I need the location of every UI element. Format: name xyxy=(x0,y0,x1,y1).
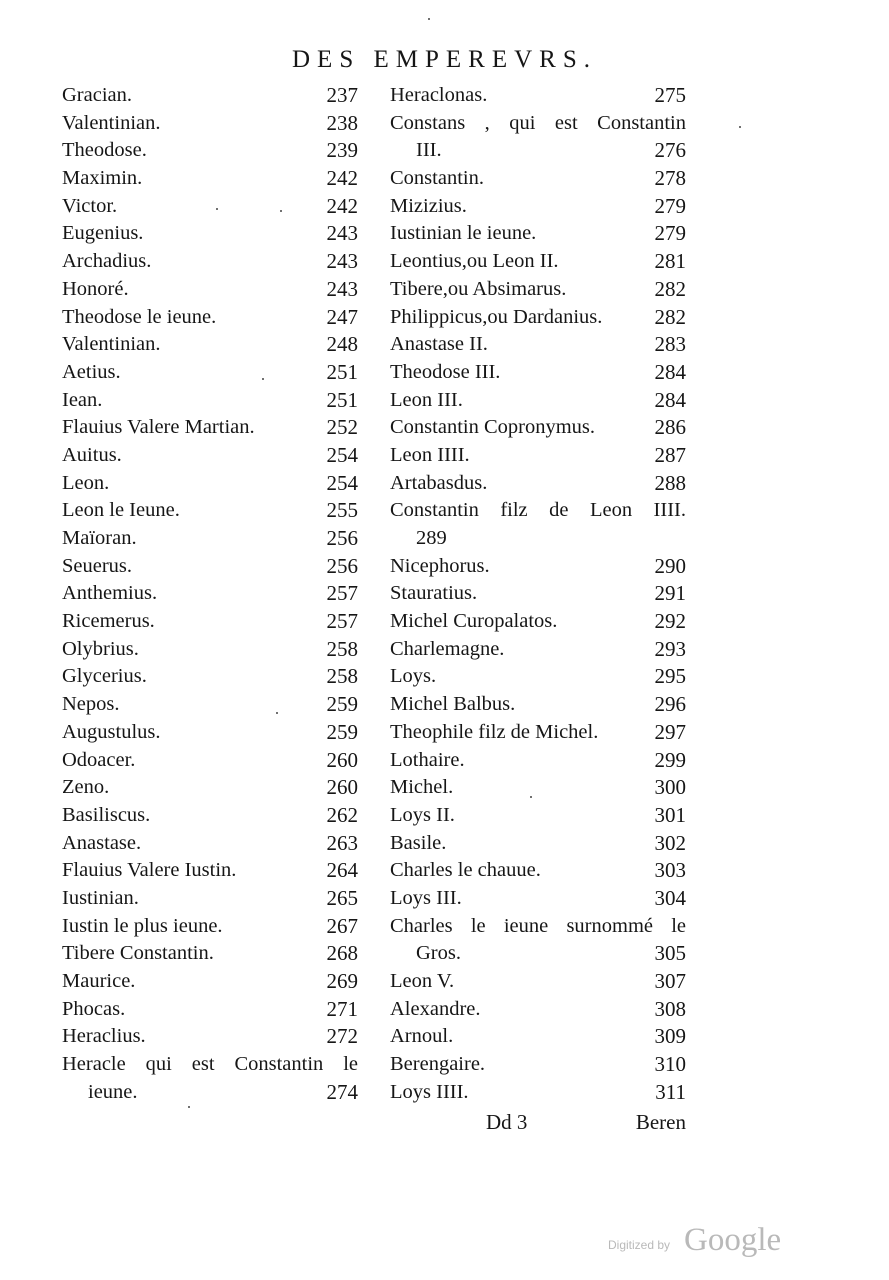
entry-name: Auitus. xyxy=(62,443,122,466)
entry-name: Philippicus,ou Dardanius. xyxy=(390,305,603,328)
index-entry xyxy=(390,774,686,802)
entry-page-number: 278 xyxy=(654,166,686,191)
entry-page-number: 279 xyxy=(654,221,686,246)
entry-page-number: 279 xyxy=(654,193,686,218)
entry-name: Alexandre. xyxy=(390,997,481,1020)
entry-name: Valentinian. xyxy=(62,333,161,356)
index-entry xyxy=(62,830,358,858)
entry-page-number: 248 xyxy=(326,332,358,357)
entry-page-number: 303 xyxy=(654,858,686,883)
index-entry xyxy=(62,110,358,138)
entry-name: Archadius. xyxy=(62,250,152,273)
entry-page-number: 290 xyxy=(654,553,686,578)
index-entry xyxy=(62,608,358,636)
index-entry xyxy=(62,913,358,941)
entry-page-number: 299 xyxy=(654,747,686,772)
entry-page-number: 255 xyxy=(326,498,358,523)
entry-name: Constantin Copronymus. xyxy=(390,416,596,439)
entry-page-number: 262 xyxy=(326,802,358,827)
page-footer xyxy=(486,1110,686,1138)
entry-page-number: 243 xyxy=(326,221,358,246)
entry-name: Maïoran. xyxy=(62,527,137,549)
entry-page-number: 282 xyxy=(654,304,686,329)
index-entry xyxy=(62,885,358,913)
entry-name: Nicephorus. xyxy=(390,554,490,577)
running-header: DES EMPEREVRS. xyxy=(292,46,597,73)
index-entry xyxy=(390,82,686,110)
entry-page-number: 296 xyxy=(654,692,686,717)
entry-page-number: 309 xyxy=(654,1024,686,1049)
index-entry xyxy=(390,497,686,525)
index-entry xyxy=(62,387,358,415)
index-entry xyxy=(390,331,686,359)
index-entry xyxy=(390,165,686,193)
entry-name: Anthemius. xyxy=(62,582,158,605)
entry-page-number: 291 xyxy=(654,581,686,606)
index-entry xyxy=(62,857,358,885)
entry-page-number: 293 xyxy=(654,636,686,661)
index-entry xyxy=(390,608,686,636)
index-entry xyxy=(62,968,358,996)
entry-page-number: 254 xyxy=(326,442,358,467)
entry-name: Anastase II. xyxy=(390,333,488,356)
entry-name: Leontius,ou Leon II. xyxy=(390,250,559,273)
index-entry xyxy=(390,940,686,968)
catchword: Beren xyxy=(635,1110,686,1134)
index-entry xyxy=(62,82,358,110)
index-entry xyxy=(62,359,358,387)
entry-name: Constans , qui est Constantin xyxy=(390,111,686,134)
entry-name: Leon. xyxy=(62,471,110,494)
index-entry xyxy=(62,193,358,221)
index-entry xyxy=(390,885,686,913)
entry-page-number: 286 xyxy=(654,415,686,440)
index-entry xyxy=(390,304,686,332)
ink-speck xyxy=(216,208,218,210)
index-entry xyxy=(390,1023,686,1051)
entry-page-number: 251 xyxy=(326,387,358,412)
entry-page-number: 281 xyxy=(654,249,686,274)
entry-name: Gracian. xyxy=(62,84,132,106)
entry-name: III. xyxy=(416,139,442,162)
entry-page-number: 260 xyxy=(326,775,358,800)
index-entry xyxy=(390,663,686,691)
index-entry xyxy=(390,525,686,553)
index-entry xyxy=(62,691,358,719)
ink-speck xyxy=(428,18,430,20)
ink-speck xyxy=(188,1106,190,1108)
watermark-caption: Digitized by xyxy=(608,1238,671,1252)
entry-name: Aetius. xyxy=(62,360,121,383)
index-entry xyxy=(390,691,686,719)
entry-name: Charlemagne. xyxy=(390,637,505,660)
entry-page-number: 243 xyxy=(326,276,358,301)
ink-speck xyxy=(262,378,264,380)
entry-name: Arnoul. xyxy=(390,1025,454,1048)
index-entry xyxy=(62,663,358,691)
entry-name: Odoacer. xyxy=(62,748,136,771)
index-entry xyxy=(390,1079,686,1107)
entry-page-number: 300 xyxy=(654,775,686,800)
entry-name: Tibere,ou Absimarus. xyxy=(390,277,567,300)
entry-name: Olybrius. xyxy=(62,637,139,660)
entry-name: Seuerus. xyxy=(62,554,133,577)
entry-name: Nepos. xyxy=(62,693,120,716)
entry-page-number: 304 xyxy=(654,885,686,910)
entry-page-number: 271 xyxy=(326,996,358,1021)
index-entry xyxy=(390,470,686,498)
entry-name: Theodose le ieune. xyxy=(62,305,217,328)
index-entry xyxy=(62,996,358,1024)
entry-page-number: 287 xyxy=(654,442,686,467)
entry-page-number: 272 xyxy=(326,1024,358,1049)
entry-name: Leon V. xyxy=(390,970,455,992)
index-entry xyxy=(390,359,686,387)
entry-page-number: 251 xyxy=(326,359,358,384)
entry-page-number: 292 xyxy=(654,609,686,634)
index-entry xyxy=(390,248,686,276)
index-entry xyxy=(62,553,358,581)
entry-page-number: 265 xyxy=(326,885,358,910)
entry-page-number: 243 xyxy=(326,249,358,274)
entry-name: Heraclonas. xyxy=(390,84,488,106)
index-entry xyxy=(62,276,358,304)
entry-name: Michel Balbus. xyxy=(390,693,516,716)
index-entry xyxy=(390,996,686,1024)
entry-name: Tibere Constantin. xyxy=(62,942,214,965)
index-entry xyxy=(390,857,686,885)
entry-name: Charles le ieune surnommé le xyxy=(390,914,686,937)
index-entry xyxy=(390,387,686,415)
index-entry xyxy=(62,774,358,802)
entry-name: Basiliscus. xyxy=(62,803,151,826)
entry-name: Mizizius. xyxy=(390,194,467,217)
entry-page-number: 288 xyxy=(654,470,686,495)
entry-name: Iean. xyxy=(62,388,103,411)
index-entry xyxy=(62,747,358,775)
entry-name: Flauius Valere Martian. xyxy=(62,416,255,439)
entry-page-number: 237 xyxy=(326,83,358,107)
index-entry xyxy=(62,470,358,498)
index-entry xyxy=(62,1051,358,1079)
entry-page-number: 259 xyxy=(326,692,358,717)
entry-name: Phocas. xyxy=(62,997,126,1020)
entry-name: Michel Curopalatos. xyxy=(390,610,558,633)
index-entry xyxy=(390,802,686,830)
entry-name: ieune. xyxy=(88,1080,138,1103)
entry-name: Theophile filz de Michel. xyxy=(390,720,599,743)
entry-name: Anastase. xyxy=(62,831,142,854)
entry-page-number: 283 xyxy=(654,332,686,357)
ink-speck xyxy=(280,210,282,212)
index-entry xyxy=(62,1079,358,1107)
index-entry xyxy=(390,553,686,581)
index-entry xyxy=(62,331,358,359)
entry-page-number: 307 xyxy=(654,969,686,993)
index-entry xyxy=(62,719,358,747)
ink-speck xyxy=(276,712,278,714)
entry-name: Ricemerus. xyxy=(62,610,155,633)
entry-name: Stauratius. xyxy=(390,582,478,605)
entry-page-number: 258 xyxy=(326,636,358,661)
google-logo: Google xyxy=(684,1222,782,1258)
entry-name: Loys IIII. xyxy=(390,1080,469,1103)
index-entry xyxy=(62,248,358,276)
entry-name: Zeno. xyxy=(62,776,110,799)
entry-page-number: 297 xyxy=(654,719,686,744)
entry-name: Glycerius. xyxy=(62,665,147,688)
entry-page-number: 310 xyxy=(654,1052,686,1077)
entry-name: Maximin. xyxy=(62,167,143,190)
index-entry xyxy=(390,1051,686,1079)
index-entry xyxy=(62,636,358,664)
entry-page-number: 258 xyxy=(326,664,358,689)
index-entry xyxy=(62,802,358,830)
entry-name: Iustin le plus ieune. xyxy=(62,914,223,937)
entry-page-number: 302 xyxy=(654,830,686,855)
right-index-column xyxy=(390,82,686,1106)
entry-page-number: 311 xyxy=(655,1079,686,1104)
entry-name: Theodose. xyxy=(62,139,147,162)
entry-page-number: 264 xyxy=(326,858,358,883)
entry-name: Gros. xyxy=(416,942,461,965)
entry-name: Leon III. xyxy=(390,388,463,411)
entry-name: Iustinian le ieune. xyxy=(390,222,537,245)
entry-page-number: 242 xyxy=(326,166,358,191)
entry-page-number: 267 xyxy=(326,913,358,938)
index-entry xyxy=(390,830,686,858)
index-entry xyxy=(390,220,686,248)
entry-page-number: 276 xyxy=(654,138,686,163)
index-entry xyxy=(390,580,686,608)
entry-name: Artabasdus. xyxy=(390,471,488,494)
entry-page-number: 282 xyxy=(654,276,686,301)
index-entry xyxy=(62,442,358,470)
entry-page-number: 238 xyxy=(326,110,358,135)
entry-name: Lothaire. xyxy=(390,748,465,771)
index-entry xyxy=(390,442,686,470)
entry-page-number: 301 xyxy=(654,802,686,827)
index-entry xyxy=(62,1023,358,1051)
ink-speck xyxy=(739,126,741,128)
entry-page-number: 257 xyxy=(326,581,358,606)
entry-page-number: 239 xyxy=(326,138,358,163)
index-entry xyxy=(62,497,358,525)
entry-name: Leon le Ieune. xyxy=(62,499,180,522)
entry-page-number: 242 xyxy=(326,193,358,218)
entry-name: Augustulus. xyxy=(62,720,161,743)
entry-name: Theodose III. xyxy=(390,360,501,383)
entry-page-number: 308 xyxy=(654,996,686,1021)
index-entry xyxy=(390,414,686,442)
index-entry xyxy=(390,968,686,996)
entry-name: Basile. xyxy=(390,831,447,854)
index-entry xyxy=(62,414,358,442)
index-entry xyxy=(390,110,686,138)
entry-name: Michel. xyxy=(390,776,454,799)
index-entry xyxy=(390,137,686,165)
entry-page-number: 284 xyxy=(654,387,686,412)
entry-page-number: 305 xyxy=(654,941,686,966)
entry-name: Loys II. xyxy=(390,803,455,826)
index-entry xyxy=(390,747,686,775)
entry-name: Flauius Valere Iustin. xyxy=(62,859,237,882)
index-entry xyxy=(62,940,358,968)
entry-page-number: 252 xyxy=(326,415,358,440)
entry-name: Victor. xyxy=(62,194,118,217)
index-entry xyxy=(62,304,358,332)
index-entry xyxy=(390,193,686,221)
ink-speck xyxy=(530,796,532,798)
entry-name: Heracle qui est Constantin le xyxy=(62,1053,358,1076)
entry-page-number: 256 xyxy=(326,526,358,550)
entry-page-number: 257 xyxy=(326,609,358,634)
index-entry xyxy=(390,276,686,304)
entry-name: Loys. xyxy=(390,665,437,688)
index-entry xyxy=(390,913,686,941)
entry-page-number: 274 xyxy=(326,1079,358,1104)
entry-page-number: 284 xyxy=(654,359,686,384)
entry-page-number: 263 xyxy=(326,830,358,855)
entry-name: Constantin filz de Leon IIII. xyxy=(390,499,686,522)
entry-name: Constantin. xyxy=(390,167,484,190)
entry-name: Leon IIII. xyxy=(390,443,470,466)
index-entry xyxy=(62,165,358,193)
entry-name: Charles le chauue. xyxy=(390,859,541,882)
entry-page-number: 259 xyxy=(326,719,358,744)
index-entry xyxy=(62,220,358,248)
entry-page-number: 260 xyxy=(326,747,358,772)
entry-page-number: 275 xyxy=(654,83,686,107)
index-entry xyxy=(390,636,686,664)
entry-page-number: 247 xyxy=(326,304,358,329)
entry-page-number: 254 xyxy=(326,470,358,495)
entry-name: Loys III. xyxy=(390,886,462,909)
entry-name: Valentinian. xyxy=(62,111,161,134)
entry-name: Berengaire. xyxy=(390,1053,486,1076)
entry-page-number: 256 xyxy=(326,553,358,578)
entry-page-number: 269 xyxy=(326,969,358,993)
entry-page-number: 268 xyxy=(326,941,358,966)
index-entry xyxy=(62,580,358,608)
index-entry xyxy=(390,719,686,747)
entry-name: Eugenius. xyxy=(62,222,144,245)
entry-name: Honoré. xyxy=(62,277,129,300)
entry-name: 289 xyxy=(416,527,447,549)
index-entry xyxy=(62,137,358,165)
entry-page-number: 295 xyxy=(654,664,686,689)
entry-name: Iustinian. xyxy=(62,886,139,909)
signature-mark: Dd 3 xyxy=(486,1110,528,1134)
entry-name: Heraclius. xyxy=(62,1025,146,1048)
left-index-column xyxy=(62,82,358,1106)
entry-name: Maurice. xyxy=(62,970,136,992)
index-entry xyxy=(62,525,358,553)
